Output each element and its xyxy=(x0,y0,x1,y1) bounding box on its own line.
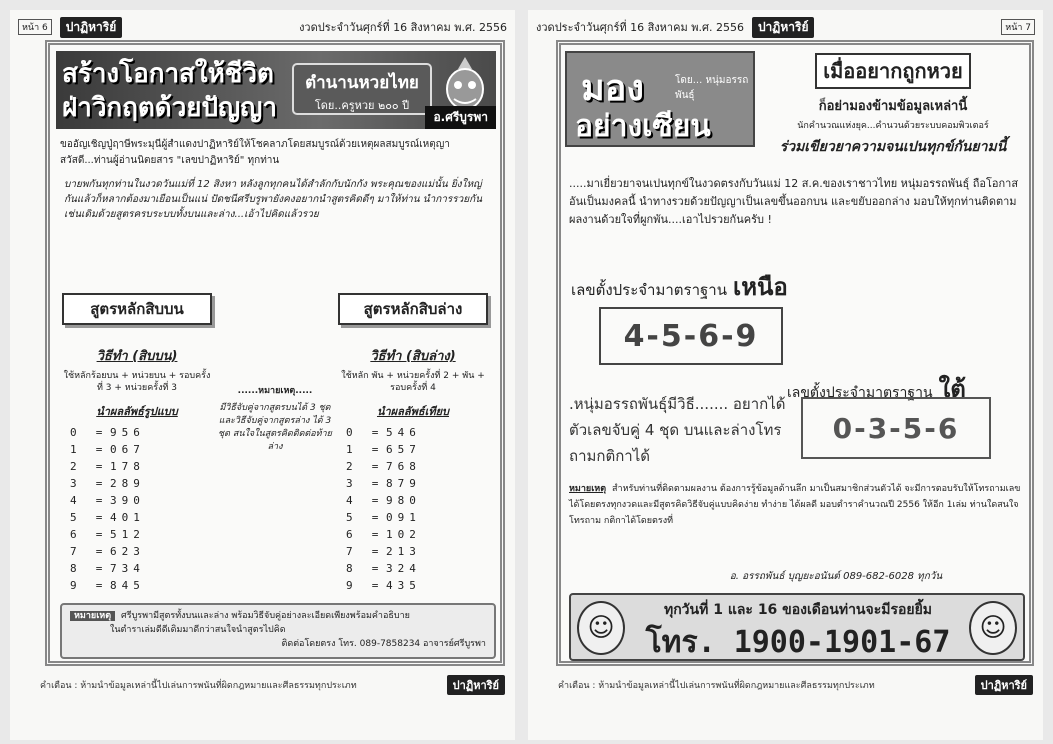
page-tagline: ร่วมเขียวยาความจนเปนทุกข์กันยามนี้ xyxy=(779,139,1007,155)
banner-box-sub: โดย..ครูหวย ๒๐๐ ปี xyxy=(314,99,410,112)
table-row: 5 = 401 xyxy=(70,511,145,524)
table-row: 8 = 324 xyxy=(346,562,421,575)
brand-badge: ปาฏิหาริย์ xyxy=(752,17,815,38)
formula-lower-pair-head: นำผลลัพธ์เทียบ xyxy=(376,405,450,418)
formula-lower-table xyxy=(338,424,488,594)
formula-upper-table xyxy=(62,424,212,594)
right-page xyxy=(528,10,1043,740)
right-footer xyxy=(558,674,1033,696)
table-row: 7 = 623 xyxy=(70,545,145,558)
formula-upper-title: สูตรหลักสิบบน xyxy=(62,293,212,325)
note-contact: ติดต่อโดยตรง โทร. 089-7858234 อาจารย์ศรีบูรพา xyxy=(281,639,486,649)
left-note-box xyxy=(60,603,496,659)
left-banner xyxy=(56,51,496,129)
cta-phone: โทร. 1900-1901-67 xyxy=(645,625,951,660)
formula-upper-pair-head: นำผลลัพธ์รูปแบบ xyxy=(96,405,178,418)
table-row: 2 = 178 xyxy=(70,460,145,473)
table-row: 1 = 657 xyxy=(346,443,421,456)
table-row: 1 = 067 xyxy=(70,443,145,456)
intro-text: ขออัญเชิญปู่ฤาษีพระมุนีผู้สำแดงปาฏิหาริย์ให้โชคลาภโดยสมบูรณ์ด้วยเหตุผลสมบูรณ์เหตุญา สวัสดี...ท่านผู้อ่านนิตยสาร "เลขปาฏิหาริย์" ทุกท่าน xyxy=(60,139,450,166)
call-to-action-box xyxy=(569,593,1025,661)
middle-note xyxy=(216,385,334,454)
table-row: 4 = 980 xyxy=(346,494,421,507)
formula-lower xyxy=(338,293,488,594)
logo-top: มอง xyxy=(581,67,644,109)
left-frame xyxy=(45,40,505,666)
banner-line-2: ฝ่าวิกฤตด้วยปัญญา xyxy=(62,93,277,123)
promo-text: .หนุ่มอรรถพันธุ์มีวิธี....... อยากได้ตัวเลขจับคู่ 4 ชุด บนและล่างโทรถามกติกาได้ xyxy=(569,395,786,465)
left-footer xyxy=(40,674,505,696)
south-number-box: 0-3-5-6 xyxy=(801,397,991,459)
note-line-2: ในตำราเล่มดีดีเดิมมาดีกว่าสนใจนำสูตรไปคิด xyxy=(110,625,286,635)
formula-lower-method: วิธีทำ (สิบล่าง) xyxy=(370,349,456,364)
issue-date: งวดประจำวันศุกร์ที่ 16 สิงหาคม พ.ศ. 2556 xyxy=(299,21,507,34)
footer-brand: ปาฏิหาริย์ xyxy=(447,675,505,695)
intro-text-2: บายพกันทุกท่านในงวดวันแม่ที่ 12 สิงหา หลังลูกทุกคนได้สำลักกับนักกัง พระคุณของแม่นั้น ยิ่งใหญ่กันแล้วก็หลากต้องมาเยือนเป็นแน่ ปัดชนีศรีบรูพายังคงอยากนำสูตรคิดดีๆ มาให้ท่าน นำการรวยกันเช่นเดิมด้วยสูตรครบระบบทั้งบนและล่าง...เอ้าไปคิดแล้วรวย xyxy=(64,179,483,220)
signature: อ. อรรถพันธ์ บุญยะอนันต์ 089-682-6028 ทุกวัน xyxy=(729,571,943,582)
right-header xyxy=(528,10,1043,44)
table-row: 6 = 102 xyxy=(346,528,421,541)
formula-lower-desc: ใช้หลัก พัน + หน่วยครั้งที่ 2 + พัน + รอบครั้งที่ 4 xyxy=(341,371,485,393)
formula-lower-title: สูตรหลักสิบล่าง xyxy=(338,293,488,325)
table-row: 6 = 512 xyxy=(70,528,145,541)
author-tagline: นักคำนวณแห่งยุค...คำนวนด้วยระบบคอมพิวเตอร์ xyxy=(797,121,989,131)
table-row: 9 = 435 xyxy=(346,579,421,592)
right-body-text: .....มาเยี่ยวยาจนเปนทุกข์ในงวดตรงกับวันแม่ 12 ส.ค.ของเราชาวไทย หนุ่มอรรถพันธุ์ ถือโอกาสอันเป็นมงคลนี้ นำทางรวยด้วยปัญญาเป็นเลขขึ้นออกบน และขยับออกล่าง มอบให้ทุกท่านติดตามผลงานด้วยใจที่ผูกพัน....เอาไปรวยกันครับ ! xyxy=(569,177,1019,226)
table-row: 9 = 845 xyxy=(70,579,145,592)
north-number-box: 4-5-6-9 xyxy=(599,307,783,365)
brand-badge: ปาฏิหาริย์ xyxy=(60,17,123,38)
south-label: เลขตั้งประจำมาตราฐาน ใต้ xyxy=(787,375,966,403)
left-page xyxy=(10,10,515,740)
middle-note-body: มีวิธีจับคู่จากสูตรบนได้ 3 ชุด และวิธีจับคู่จากสูตรล่าง ได้ 3 ชุด สนใจในสูตรคิดติดต่อท้ายล่าง xyxy=(218,403,332,452)
right-frame xyxy=(556,40,1034,666)
table-row: 4 = 390 xyxy=(70,494,145,507)
note-body: สำหรับท่านที่ติดตามผลงาน ต้องการรู้ข้อมูลด้านลึก มาเป็นสมาชิกส่วนตัวได้ จะมีการตอบรับให้โทรถามเลขได้โดยตรงทุกงวดและมีสูตรคิดวิธีจับคู่แบบคิดง่าย ทำง่าย ได้ผลดี มอบตำราคำนวณปี 2556 ให้อีก 1เล่ม ท่านใดสนใจโทรถาม กติกาได้โดยตรงที่ xyxy=(569,484,1021,526)
logo-byline: โดย... หนุ่มอรรถพันธุ์ xyxy=(675,75,749,101)
table-row: 8 = 734 xyxy=(70,562,145,575)
table-row: 7 = 213 xyxy=(346,545,421,558)
table-row: 5 = 091 xyxy=(346,511,421,524)
north-word: เหนือ xyxy=(732,273,788,301)
formula-upper-desc: ใช้หลักร้อยบน + หน่วยบน + รอบครั้งที่ 3 + หน่วยครั้งที่ 3 xyxy=(63,371,211,393)
table-row: 2 = 768 xyxy=(346,460,421,473)
note-line-1: ศรีบูรพามีสูตรทั้งบนและล่าง พร้อมวิธีจับคู่อย่างละเอียดเพียงพร้อมคำอธิบาย xyxy=(121,611,410,621)
page-title: เมื่ออยากถูกหวย xyxy=(815,53,970,89)
author-tag: อ.ศรีบูรพา xyxy=(425,106,496,129)
issue-date: งวดประจำวันศุกร์ที่ 16 สิงหาคม พ.ศ. 2556 xyxy=(536,21,744,34)
formula-upper xyxy=(62,293,212,594)
warning-text: คำเตือน : ห้ามนำข้อมูลเหล่านี้ไปเล่นการพนันที่ผิดกฎหมายและศีลธรรมทุกประเภท xyxy=(558,681,875,691)
left-header xyxy=(10,10,515,44)
south-word: ใต้ xyxy=(938,375,966,403)
smiling-face-icon: ☺ xyxy=(577,601,625,655)
column-logo xyxy=(565,51,755,147)
banner-line-1: สร้างโอกาสให้ชีวิต xyxy=(62,59,274,89)
table-row: 3 = 289 xyxy=(70,477,145,490)
table-row: 0 = 546 xyxy=(346,426,421,439)
note-tag: หมายเหตุ xyxy=(569,484,607,494)
table-row: 3 = 879 xyxy=(346,477,421,490)
smiling-face-icon: ☺ xyxy=(969,601,1017,655)
table-row: 0 = 956 xyxy=(70,426,145,439)
note-tag: หมายเหตุ xyxy=(70,611,115,621)
page-subtitle: ก็อย่ามองข้ามข้อมูลเหล่านี้ xyxy=(818,99,968,114)
right-note xyxy=(569,481,1027,529)
logo-bottom: อย่างเซียน xyxy=(575,109,711,144)
right-title-block xyxy=(761,53,1025,158)
formula-upper-method: วิธีทำ (สิบบน) xyxy=(96,349,178,364)
banner-box xyxy=(292,63,432,115)
cta-line-1: ทุกวันที่ 1 และ 16 ของเดือนท่านจะมีรอยยิ้ม xyxy=(663,602,933,618)
warning-text: คำเตือน : ห้ามนำข้อมูลเหล่านี้ไปเล่นการพนันที่ผิดกฎหมายและศีลธรรมทุกประเภท xyxy=(40,681,357,691)
footer-brand: ปาฏิหาริย์ xyxy=(975,675,1033,695)
north-label: เลขตั้งประจำมาตราฐาน เหนือ xyxy=(571,273,788,301)
page-number: หน้า 7 xyxy=(1001,19,1035,35)
page-number: หน้า 6 xyxy=(18,19,52,35)
banner-box-title: ตำนานหวยไทย xyxy=(305,73,419,93)
middle-note-head: ......หมายเหตุ..... xyxy=(237,386,313,396)
